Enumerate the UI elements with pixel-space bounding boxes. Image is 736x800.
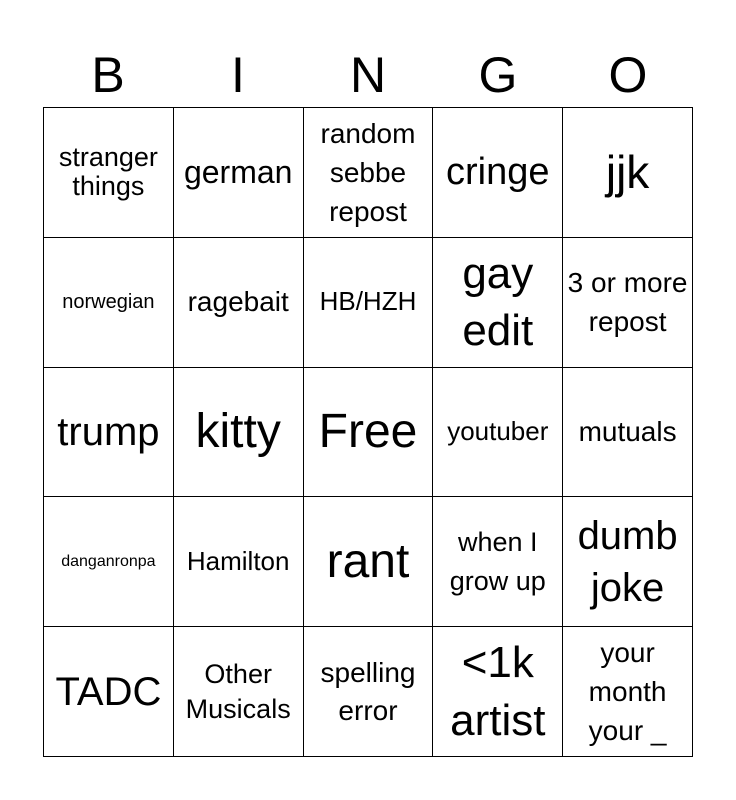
bingo-cell[interactable]: Other Musicals bbox=[174, 627, 304, 757]
bingo-cell[interactable]: TADC bbox=[44, 627, 174, 757]
bingo-cell[interactable]: cringe bbox=[433, 108, 563, 238]
bingo-cell[interactable]: <1k artist bbox=[433, 627, 563, 757]
bingo-cell[interactable]: your month your _ bbox=[563, 627, 693, 757]
bingo-cell[interactable]: youtuber bbox=[433, 368, 563, 498]
bingo-cell[interactable]: 3 or more repost bbox=[563, 238, 693, 368]
header-letter-g: G bbox=[478, 47, 518, 103]
bingo-cell[interactable]: random sebbe repost bbox=[304, 108, 434, 238]
header-letter-o: O bbox=[608, 47, 648, 103]
bingo-cell[interactable]: danganronpa bbox=[44, 497, 174, 627]
bingo-header bbox=[43, 44, 693, 106]
bingo-cell[interactable]: mutuals bbox=[563, 368, 693, 498]
header-letter-b: B bbox=[91, 47, 125, 103]
bingo-cell[interactable]: german bbox=[174, 108, 304, 238]
bingo-cell[interactable]: when I grow up bbox=[433, 497, 563, 627]
bingo-cell[interactable]: HB/HZH bbox=[304, 238, 434, 368]
free-space-cell[interactable]: Free bbox=[304, 368, 434, 498]
bingo-cell[interactable]: kitty bbox=[174, 368, 304, 498]
bingo-cell[interactable]: ragebait bbox=[174, 238, 304, 368]
bingo-cell[interactable]: stranger things bbox=[44, 108, 174, 238]
bingo-cell[interactable]: norwegian bbox=[44, 238, 174, 368]
header-letter-n: N bbox=[349, 47, 387, 103]
bingo-cell[interactable]: trump bbox=[44, 368, 174, 498]
header-letter-i: I bbox=[231, 47, 245, 103]
bingo-cell[interactable]: dumb joke bbox=[563, 497, 693, 627]
bingo-cell[interactable]: Hamilton bbox=[174, 497, 304, 627]
bingo-cell[interactable]: spelling error bbox=[304, 627, 434, 757]
bingo-board bbox=[43, 107, 693, 757]
bingo-cell[interactable]: rant bbox=[304, 497, 434, 627]
bingo-cell[interactable]: gay edit bbox=[433, 238, 563, 368]
bingo-cell[interactable]: jjk bbox=[563, 108, 693, 238]
